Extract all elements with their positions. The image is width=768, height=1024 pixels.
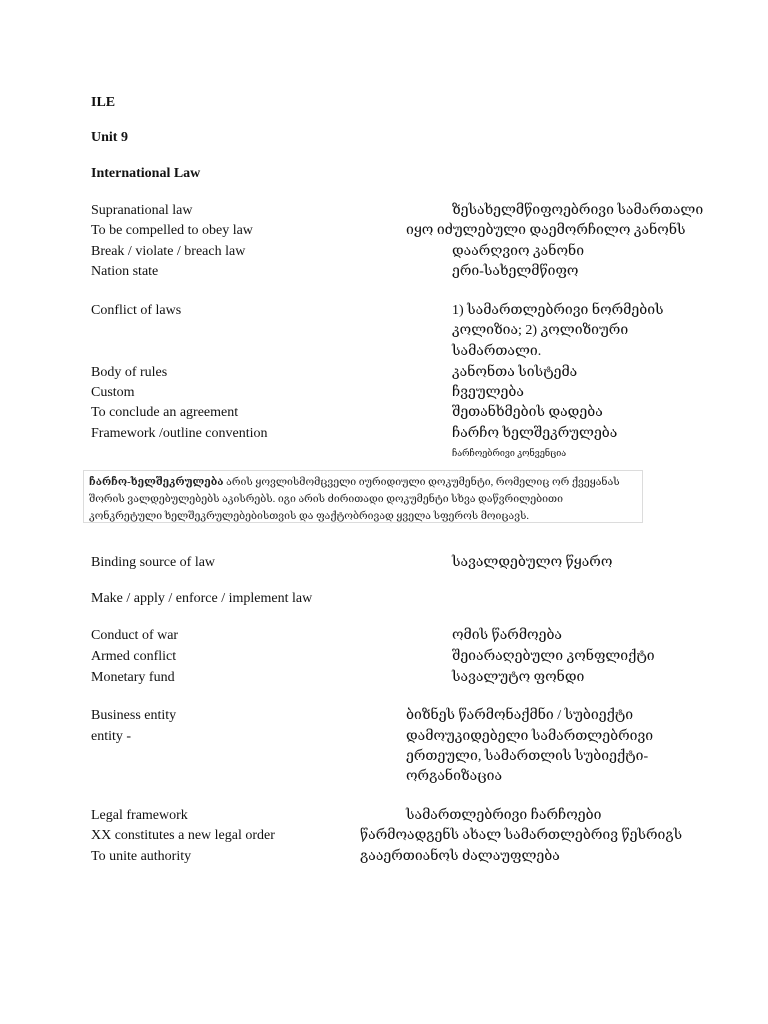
term-en: Supranational law	[91, 203, 193, 218]
term-en: entity -	[91, 729, 132, 744]
topic-title: International Law	[91, 166, 201, 181]
term-en: To conclude an agreement	[91, 405, 239, 420]
term-en: Binding source of law	[91, 555, 216, 570]
term-en: Nation state	[91, 264, 159, 279]
term-ka-line: დამოუკიდებელი სამართლებრივი	[406, 729, 654, 744]
term-ka: ჩვეულება	[452, 385, 524, 400]
course-title: ILE	[91, 95, 116, 110]
term-en: Framework /outline convention	[91, 426, 268, 441]
definition-text: არის ყოვლისმომცველი იურიდიული დოკუმენტი, რომელიც ორ ქვეყანას შორის ვალდებულებებს აკისრებს. იგი არის ძირითადი დოკუმენტი სხვა დაწვრილებითი კონკრეტული ხელშეკრულებებისთვის და ფაქტობრივად ყველა სფეროს მოიცავს.	[89, 477, 620, 522]
term-ka: ზესახელმწიფოებრივი სამართალი	[452, 203, 704, 218]
term-en: XX constitutes a new legal order	[91, 828, 275, 843]
term-ka: იყო იძულებული დაემორჩილო კანონს	[406, 223, 686, 238]
term-ka: კანონთა სისტემა	[452, 365, 578, 380]
term-en: Monetary fund	[91, 670, 175, 685]
term-en: Break / violate / breach law	[91, 244, 246, 259]
definition-term: ჩარჩო-ხელშეკრულება	[89, 477, 224, 488]
term-ka-line: 1) სამართლებრივი ნორმების	[452, 303, 664, 318]
term-ka: შეიარაღებული კონფლიქტი	[452, 649, 655, 664]
term-en: Armed conflict	[91, 649, 177, 664]
term-ka-line: კოლიზია; 2) კოლიზიური	[452, 323, 629, 338]
term-ka: დაარღვიო კანონი	[452, 244, 585, 259]
term-en: To unite authority	[91, 849, 192, 864]
term-ka: შეთანხმების დადება	[452, 405, 603, 420]
term-en: Body of rules	[91, 365, 168, 380]
term-ka: სავალუტო ფონდი	[452, 670, 585, 685]
term-ka-line: ორგანიზაცია	[406, 769, 503, 784]
term-en: To be compelled to obey law	[91, 223, 253, 238]
term-ka: გააერთიანოს ძალაუფლება	[360, 849, 560, 864]
term-ka: ერი-სახელმწიფო	[452, 264, 579, 279]
term-ka: სამართლებრივი ჩარჩოები	[406, 808, 602, 823]
term-ka: სავალდებულო წყარო	[452, 555, 613, 570]
definition-box	[83, 470, 643, 523]
term-en: Business entity	[91, 708, 177, 723]
term-ka: ბიზნეს წარმონაქმნი / სუბიექტი	[406, 708, 634, 723]
term-ka: ომის წარმოება	[452, 628, 563, 643]
term-en: Legal framework	[91, 808, 188, 823]
term-ka: წარმოადგენს ახალ სამართლებრივ წესრიგს	[360, 828, 683, 843]
term-en: Conflict of laws	[91, 303, 182, 318]
term-ka: ჩარჩო ხელშეკრულება	[452, 426, 618, 441]
term-ka-line: სამართალი.	[452, 344, 542, 359]
unit-title: Unit 9	[91, 130, 128, 145]
term-en: Make / apply / enforce / implement law	[91, 591, 313, 606]
term-ka-note: ჩარჩოებრივი კონვენცია	[452, 448, 567, 458]
term-en: Custom	[91, 385, 135, 400]
term-ka-line: ერთეული, სამართლის სუბიექტი-	[406, 749, 649, 764]
term-en: Conduct of war	[91, 628, 179, 643]
